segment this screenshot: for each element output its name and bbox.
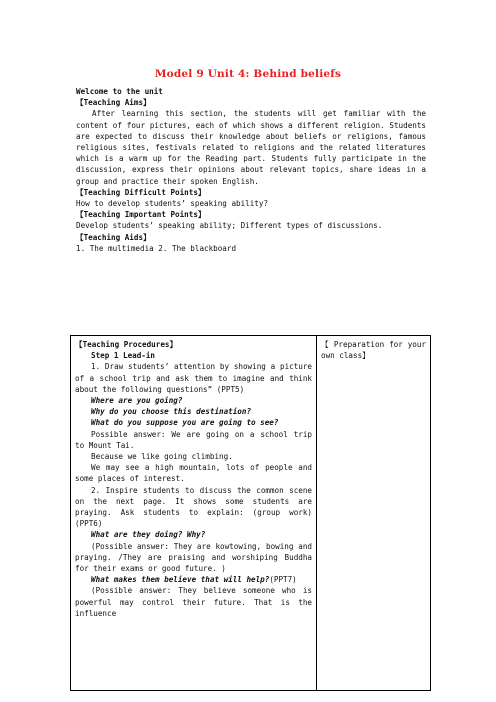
preparation-label: 【 Preparation for your own class】 <box>321 340 426 361</box>
procedures-heading: 【Teaching Procedures】 <box>75 340 178 349</box>
answer-1: Possible answer: We are going on a school trip to Mount Tai. <box>75 429 312 450</box>
page-title: Model 9 Unit 4: Behind beliefs <box>154 68 342 80</box>
preparation-cell <box>317 336 431 691</box>
question-1: Where are you going? <box>91 396 183 406</box>
aims-heading: 【Teaching Aims】 <box>76 98 151 108</box>
answer-2: Because we like going climbing. <box>91 452 233 462</box>
aids-heading: 【Teaching Aids】 <box>76 232 151 242</box>
instruction-1: 1. Draw students’ attention by showing a picture of a school trip and ask them to imagine and think about the following questions” (PPT5) <box>75 362 312 394</box>
welcome-heading: Welcome to the unit <box>76 87 163 96</box>
answer-5: (Possible answer: They believe someone who is powerful may control their future. That is the influence <box>75 586 312 618</box>
question-5-text: What makes them believe that will help? <box>91 575 270 585</box>
lesson-header <box>76 86 426 254</box>
procedures-table <box>70 335 431 691</box>
question-2: Why do you choose this destination? <box>91 407 252 417</box>
instruction-2: 2. Inspire students to discuss the common scene on the next page. It shows some students are praying. Ask students to explain: (group work) (PPT6) <box>75 485 312 529</box>
important-points-text: Develop students’ speaking ability; Different types of discussions. <box>76 221 383 231</box>
answer-3: We may see a high mountain, lots of people and some places of interest. <box>75 463 312 484</box>
answer-4: (Possible answer: They are kowtowing, bowing and praying. /They are praising and worshiping Buddha for their exams or good future. ) <box>75 541 312 574</box>
question-5 <box>75 574 312 585</box>
difficult-points-text: How to develop students’ speaking ability? <box>76 199 269 209</box>
step-1-heading: Step 1 Lead-in <box>91 351 156 361</box>
question-5-tag: (PPT7) <box>269 575 297 585</box>
aids-text: 1. The multimedia 2. The blackboard <box>76 243 237 253</box>
important-points-heading: 【Teaching Important Points】 <box>76 210 206 220</box>
question-3: What do you suppose you are going to see? <box>91 418 279 428</box>
question-4: What are they doing? Why? <box>91 530 206 540</box>
procedures-cell <box>71 336 317 691</box>
aims-text: After learning this section, the students will get familiar with the content of four pictures, each of which shows a different religion. Students are expected to discuss their knowledge about beliefs or religions, famous religious sites, festivals related to religions and the related literatures which is a warm up for the Reading part. Students fully participate in the discussion, express their opinions about relevant topics, share ideas in a group and practice their spoken English. <box>76 109 426 186</box>
difficult-points-heading: 【Teaching Difficult Points】 <box>76 187 206 197</box>
